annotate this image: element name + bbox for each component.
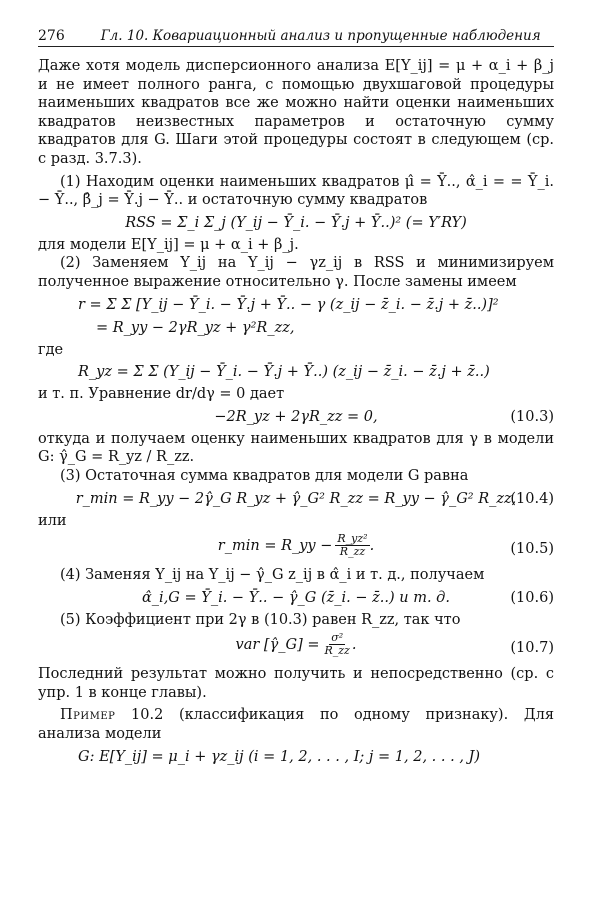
paragraph-example	[38, 706, 554, 743]
paragraph-derivative: и т. п. Уравнение dr/dγ = 0 дает	[38, 386, 285, 403]
equation-rss: RSS = Σ_i Σ_j (Y_ij − Ȳ_i. − Ȳ.j + Ȳ..)² (= Y′RY)	[125, 214, 467, 231]
equation-10-6: α̂_i,G = Ȳ_i. − Ȳ.. − γ̂_G (z̄_i. − z̄..) и т. д. (10.6)	[142, 589, 554, 606]
equation-10-5: r_min = R_yy − $\frac{\text{R\_yz²}}{R\_zz}$ . (10.5)	[217, 532, 554, 559]
paragraph-step-2: (2) Заменяем Y_ij на Y_ij − γz_ij в RSS и минимизируем полученное выражение относительно γ. После замены имеем	[38, 255, 554, 290]
paragraph-or: или	[38, 512, 67, 529]
running-title: Гл. 10. Ковариационный анализ и пропущенные наблюдения	[100, 28, 541, 44]
equation-10-4: r_min = R_yy − 2γ̂_G R_yz + γ̂_G² R_zz = R_yy − γ̂_G² R_zz, (10.4)	[75, 490, 554, 507]
paragraph-step-5: (5) Коэффициент при 2γ в (10.3) равен R_zz, так что	[60, 611, 461, 628]
paragraph-step-3: (3) Остаточная сумма квадратов для модели G равна	[60, 467, 469, 484]
paragraph-final-result: Последний результат можно получить и непосредственно (ср. с упр. 1 в конце главы).	[38, 666, 554, 701]
equation-number-10-3: (10.3)	[510, 408, 554, 425]
equation-number-10-6: (10.6)	[510, 589, 554, 606]
equation-10-3: −2R_yz + 2γR_zz = 0, (10.3)	[214, 408, 554, 425]
paragraph-intro: Даже хотя модель дисперсионного анализа E[Y_ij] = μ + α_i + β_j и не имеет полного ранга, с помощью двухшаговой процедуры наименьших квадратов все же можно найти оценки наименьших квадратов неизвестных параметров и остаточную сумму квадратов для G. Шаги этой процедуры состоят в следующем (ср. с разд. 3.7.3).	[38, 58, 554, 167]
equation-model-g: G: E[Y_ij] = μ_i + γz_ij (i = 1, 2, . . . , I; j = 1, 2, . . . , J)	[78, 748, 481, 765]
equation-r-line-1: r = Σ Σ [Y_ij − Ȳ_i. − Ȳ.j + Ȳ.. − γ (z_ij − z̄_i. − z̄.j + z̄..)]²	[78, 296, 499, 313]
equation-number-10-4: (10.4)	[510, 490, 554, 507]
paragraph-where: где	[38, 341, 64, 358]
running-header	[38, 28, 554, 47]
equation-r-line-2: = R_yy − 2γR_yz + γ²R_zz,	[96, 319, 295, 336]
example-heading: Пример	[60, 707, 116, 724]
equation-number-10-7: (10.7)	[510, 640, 554, 657]
equation-ryz: R_yz = Σ Σ (Y_ij − Ȳ_i. − Ȳ.j + Ȳ..) (z_ij − z̄_i. − z̄.j + z̄..)	[78, 364, 490, 381]
fraction-sigma-rzz: $\frac{\text{σ²}}{R\_zz}$	[324, 631, 350, 658]
equation-number-10-5: (10.5)	[510, 541, 554, 558]
paragraph-gamma-estimate: откуда и получаем оценку наименьших квадратов для γ в модели G: γ̂_G = R_yz / R_zz.	[38, 430, 554, 466]
paragraph-step-1: (1) Находим оценки наименьших квадратов μ̂ = Ȳ.., α̂_i = = Ȳ_i. − Ȳ.., β̂_j = Ȳ.j − Ȳ.. и остаточную сумму квадратов	[38, 173, 554, 209]
paragraph-step-4: (4) Заменяя Y_ij на Y_ij − γ̂_G z_ij в α̂_i и т. д., получаем	[60, 567, 485, 584]
page-number: 276	[38, 28, 65, 44]
example-text: 10.2 (классификация по одному признаку). Для анализа модели	[38, 707, 555, 743]
equation-10-7: var [γ̂_G] = $\frac{\text{σ²}}{R\_zz}$ . (10.7)	[235, 631, 554, 658]
fraction-ryz-rzz: $\frac{\text{R\_yz²}}{R\_zz}$	[337, 532, 368, 559]
page	[38, 28, 554, 770]
paragraph-model-ref: для модели E[Y_ij] = μ + α_i + β_j.	[38, 236, 299, 253]
